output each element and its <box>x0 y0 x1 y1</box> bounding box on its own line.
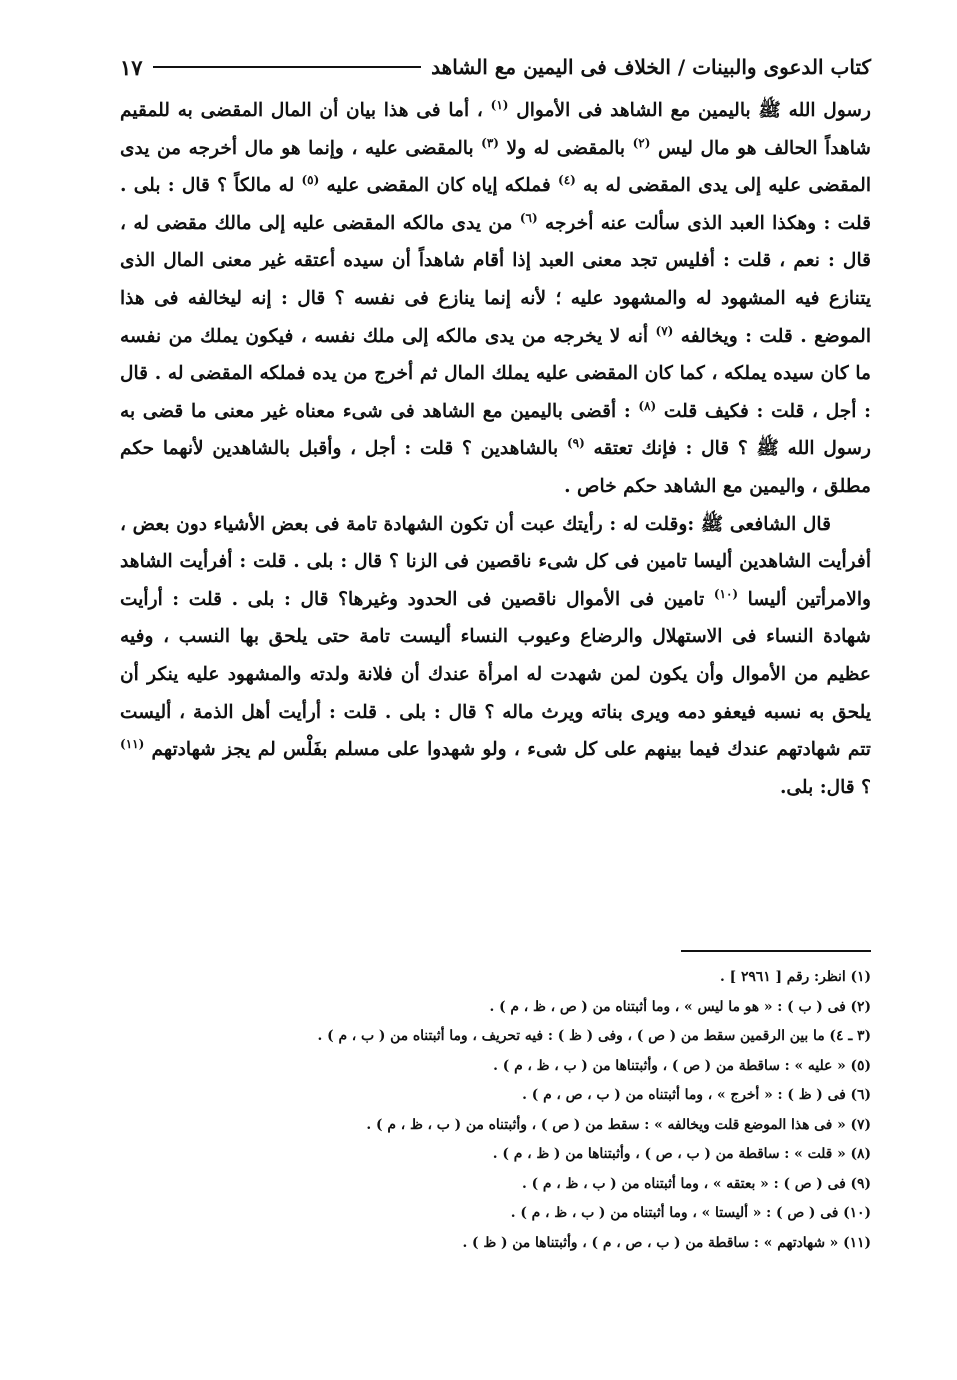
footnote-8: (٨) « قلت » : ساقطة من ( ب ، ص ) ، وأثبتناها من ( ظ ، م ) . <box>492 1146 871 1162</box>
main-text <box>120 92 871 806</box>
text-run: بالمقضى عليه ، وإنما هو مال أخرجه من يدى المقضى عليه إلى يدى المقضى له به <box>120 137 871 197</box>
text-run: أنه لا يخرجه من يدى مالكه إلى ملك نفسه ، فيكون يملك من نفسه ما كان سيده يملكه ، كما كان المقضى عليه يملك المال ثم أخرج من يده فملكه المقضى له . قال : أجل ، قلت : فكيف قلت <box>120 325 871 422</box>
footnote-separator <box>681 950 871 952</box>
running-title: كتاب الدعوى والبينات / الخلاف فى اليمين مع الشاهد <box>431 55 871 79</box>
footnote-marker: (٩) <box>566 436 585 451</box>
footnote-marker: (٣) <box>481 135 499 150</box>
footnote-marker: (١١) <box>120 736 145 751</box>
page-number: ١٧ <box>120 54 143 80</box>
text-run: تامين فى الأموال ناقصين فى الحدود وغيرها؟ قال : بلى . قلت : أرأيت شهادة النساء فى الاستهلال والرضاع وعيوب النساء أليست تامة حتى يلحق بها النسب ، وفيه عظيم من الأموال وأن يكون لمن شهدت له امرأة عندك أن فلانة ولدته والمشهود عليه ينكر أن يلحق به نسبه فيعفو دمه ويرى بناته ويرث ماله ؟ قال : بلى . قلت : أرأيت أهل الذمة ، أليست تتم شهادتهم عندك فيما بينهم على كل شىء ، ولو شهدوا على مسلم بفَلْس لم يجز شهادتهم <box>120 588 871 761</box>
footnote-10: (١٠) فى ( ص ) : « أليستا » ، وما أثبتناه من ( ب ، ظ ، م ) . <box>510 1205 871 1221</box>
text-run: رسول الله ﷺ باليمين مع الشاهد فى الأموال <box>508 100 871 121</box>
footnote-9: (٩) فى ( ص ) : « بعتقه » ، وما أثبتناه من ( ب ، ظ ، م ) . <box>521 1175 871 1192</box>
paragraph-1 <box>120 92 871 506</box>
text-run: ؟ قال: بلى. <box>779 776 871 798</box>
footnote-marker: (٦) <box>519 210 538 225</box>
text-run: ، أما فى هذا بيان أن المال المقضى به للمقيم شاهداً الحالف هو مال ليس <box>120 100 872 159</box>
footnote-7: (٧) « فى هذا الموضع قلت ويخالفه » : سقط من ( ص ) ، وأثبتناه من ( ب ، ظ ، م ) . <box>366 1116 871 1133</box>
footnote-2: (٢) فى ( ب ) : « هو ما ليس » ، وما أثبتناه من ( ص ، ظ ، م ) . <box>489 998 871 1015</box>
footnotes <box>120 963 871 1258</box>
text-run: فملكه إياه كان المقضى عليه <box>319 175 558 197</box>
running-header <box>120 50 871 84</box>
footnote-marker: (٧) <box>655 323 674 338</box>
text-run: بالمقضى له ولا <box>498 137 633 159</box>
text-run: له مالكاً ؟ قال : بلى . قلت : وهكذا العبد الذى سألت عنه أخرجه <box>120 175 871 234</box>
footnote-marker: (٤) <box>558 173 576 187</box>
footnote-marker: (١٠) <box>713 586 739 601</box>
text-run: : أقضى باليمين مع الشاهد فى شىء معناه غير معنى ما قضى به رسول الله ﷺ ؟ قال : فإنك تعتقه <box>120 400 871 460</box>
header-rule <box>153 66 422 68</box>
footnote-marker: (٥) <box>301 173 320 187</box>
footnote-3-4: (٣ ـ ٤) ما بين الرقمين سقط من ( ص ) ، وفى ( ظ ) : فيه تحريف ، وما أثبتناه من ( ب ، م ) . <box>317 1028 871 1044</box>
footnote-6: (٦) فى ( ظ ) : « أخرج » ، وما أثبتناه من ( ب ، ص ، م ) . <box>522 1087 871 1103</box>
footnote-marker: (١) <box>490 97 509 112</box>
footnote-marker: (٢) <box>632 135 651 150</box>
footnote-11: (١١) « شهادتهم » : ساقطة من ( ب ، ص ، م ) ، وأثبتناها من ( ظ ) . <box>462 1234 871 1251</box>
text-run: من يدى مالكه المقضى عليه إلى مالك مقضى له ، قال : نعم ، قلت : أفليس تجد معنى العبد إذا أقام شاهداً أن سيده أعتقه غير معنى المال الذى يتنازع فيه المشهود له والمشهود عليه ؛ لأنه إنما ينازع فى نفسه ؟ قال : إنه ليخالفه فى هذا الموضع . قلت : ويخالفه <box>120 212 871 347</box>
text-run: بالشاهدين ؟ قلت : أجل ، وأقبل بالشاهدين لأنهما حكم مطلق ، واليمين مع الشاهد حكم خاص . <box>120 438 871 497</box>
footnote-marker: (٨) <box>638 398 657 413</box>
paragraph-2 <box>120 506 871 807</box>
text-run: قال الشافعى ﷺ :وقلت له : رأيتك عبت أن تكون الشهادة تامة فى بعض الأشياء دون بعض ، أفرأيت الشاهدين أليسا تامين فى كل شىء ناقصين فى الزنا ؟ قال : بلى . قلت : أفرأيت الشاهد والامرأتين أليسا <box>120 513 871 610</box>
footnote-5: (٥) « عليه » : ساقطة من ( ص ) ، وأثبتناها من ( ب ، ظ ، م ) . <box>493 1057 871 1074</box>
footnote-1: (١) انظر: رقم [ ٢٩٦١ ] . <box>720 969 871 985</box>
